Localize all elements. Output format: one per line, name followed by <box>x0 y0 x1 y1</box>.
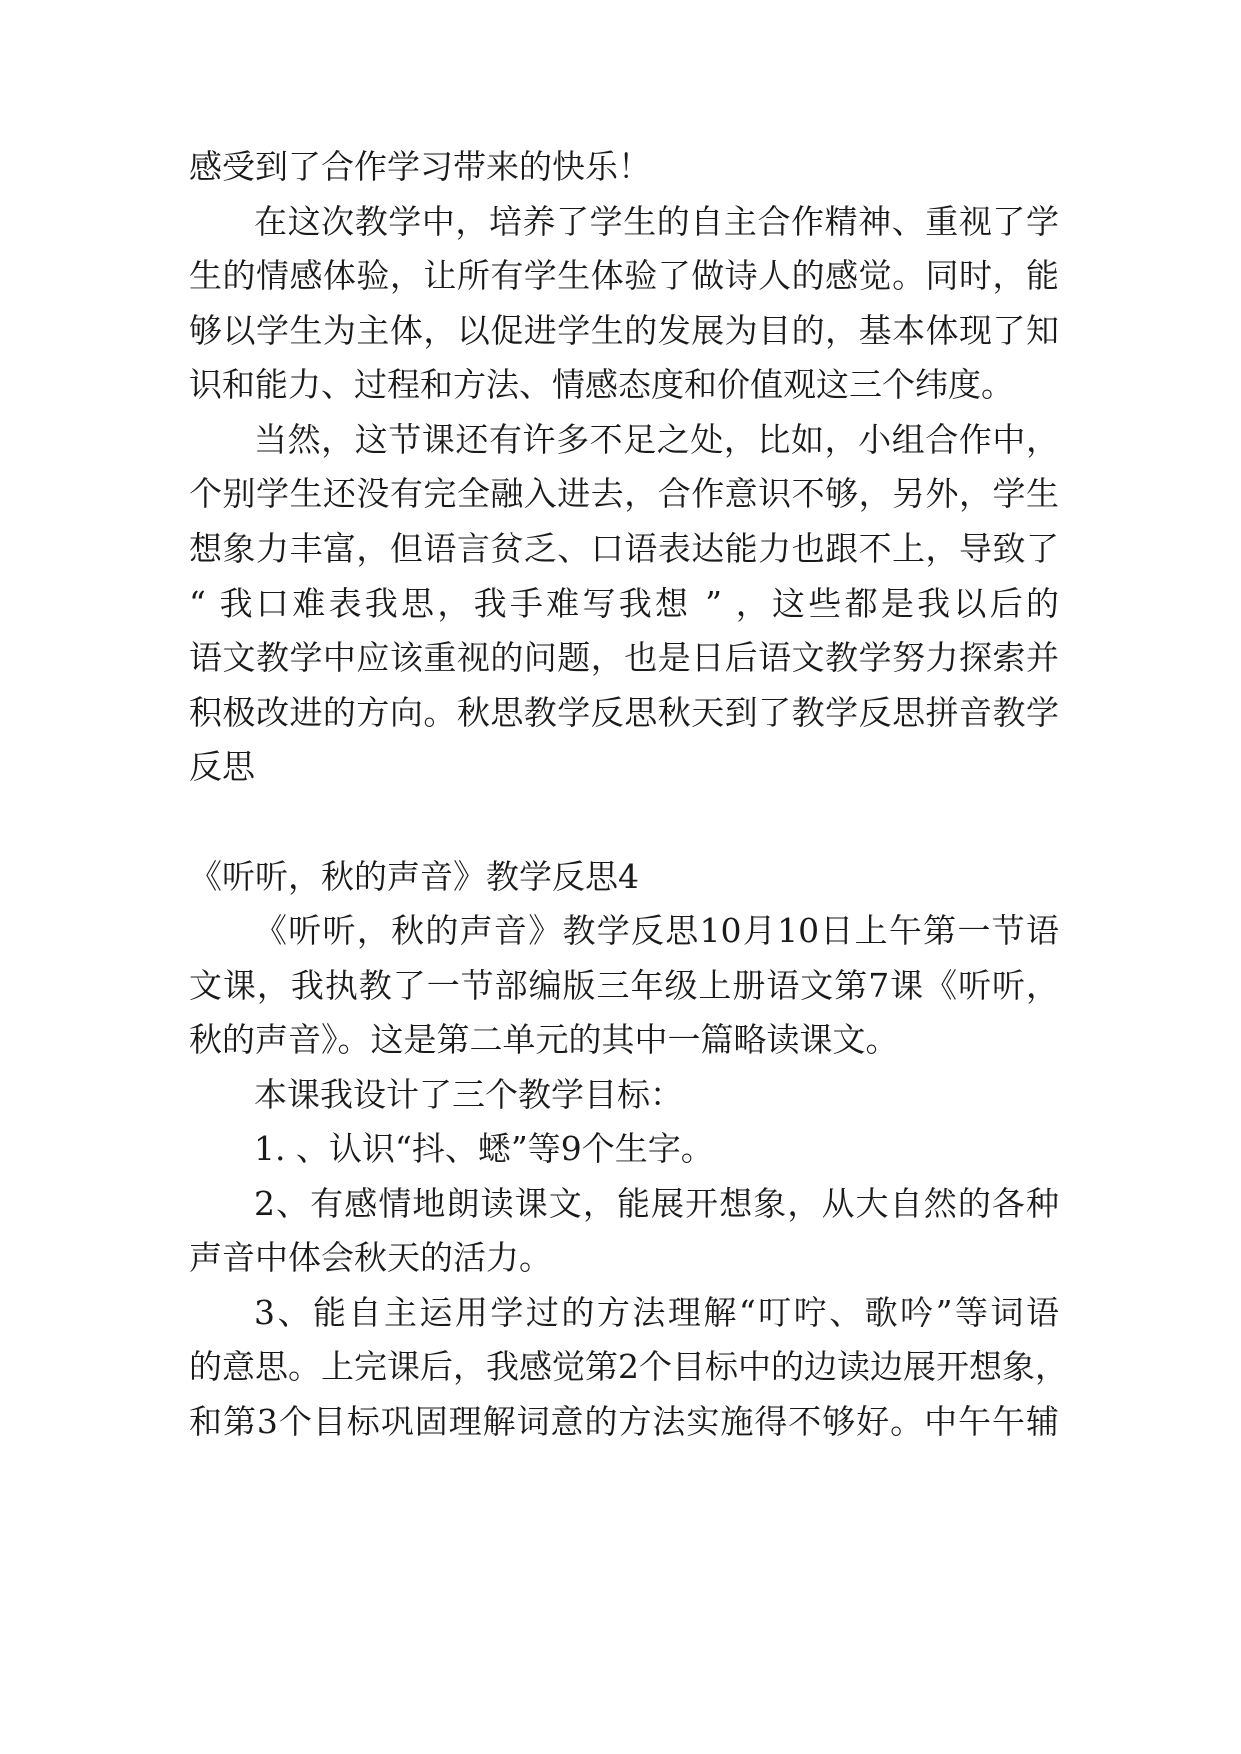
paragraph-line: 《听听，秋的声音》教学反思10月10日上午第一节语 <box>254 911 1059 950</box>
paragraph-line: 本课我设计了三个教学目标： <box>254 1075 683 1114</box>
paragraph-line: 的意思。上完课后，我感觉第2个目标中的边读边展开想象， <box>189 1347 1068 1386</box>
paragraph-line: 在这次教学中，培养了学生的自主合作精神、重视了学 <box>254 202 1059 241</box>
list-item: 2、有感情地朗读课文，能展开想象，从大自然的各种 <box>254 1184 1059 1223</box>
list-item: 3、能自主运用学过的方法理解“叮咛、歌吟”等词语 <box>254 1293 1059 1332</box>
paragraph-line: 够以学生为主体，以促进学生的发展为目的，基本体现了知 <box>189 311 1059 350</box>
paragraph-line: 文课，我执教了一节部编版三年级上册语文第7课《听听， <box>189 966 1059 1005</box>
paragraph-line: 声音中体会秋天的活力。 <box>189 1238 552 1277</box>
paragraph-line: 语文教学中应该重视的问题，也是日后语文教学努力探索并 <box>189 638 1059 677</box>
paragraph-line: “ 我口难表我思，我手难写我想 ” ，这些都是我以后的 <box>189 584 1059 623</box>
list-item: 1. 、认识“抖、蟋”等9个生字。 <box>254 1129 714 1168</box>
paragraph-line: 想象力丰富，但语言贫乏、口语表达能力也跟不上，导致了 <box>189 529 1059 568</box>
paragraph-line: 当然，这节课还有许多不足之处，比如，小组合作中， <box>254 420 1059 459</box>
section-heading: 《听听，秋的声音》教学反思4 <box>189 857 639 896</box>
paragraph-line: 反思 <box>189 747 255 786</box>
paragraph-line: 积极改进的方向。秋思教学反思秋天到了教学反思拼音教学 <box>189 693 1059 732</box>
paragraph-line: 感受到了合作学习带来的快乐！ <box>189 147 651 186</box>
paragraph-line: 生的情感体验，让所有学生体验了做诗人的感觉。同时，能 <box>189 256 1059 295</box>
paragraph-line: 秋的声音》。这是第二单元的其中一篇略读课文。 <box>189 1020 899 1059</box>
paragraph-line: 和第3个目标巩固理解词意的方法实施得不够好。中午午辅 <box>189 1402 1059 1441</box>
paragraph-line: 个别学生还没有完全融入进去，合作意识不够，另外，学生 <box>189 474 1059 513</box>
paragraph-line: 识和能力、过程和方法、情感态度和价值观这三个纬度。 <box>189 365 1014 404</box>
